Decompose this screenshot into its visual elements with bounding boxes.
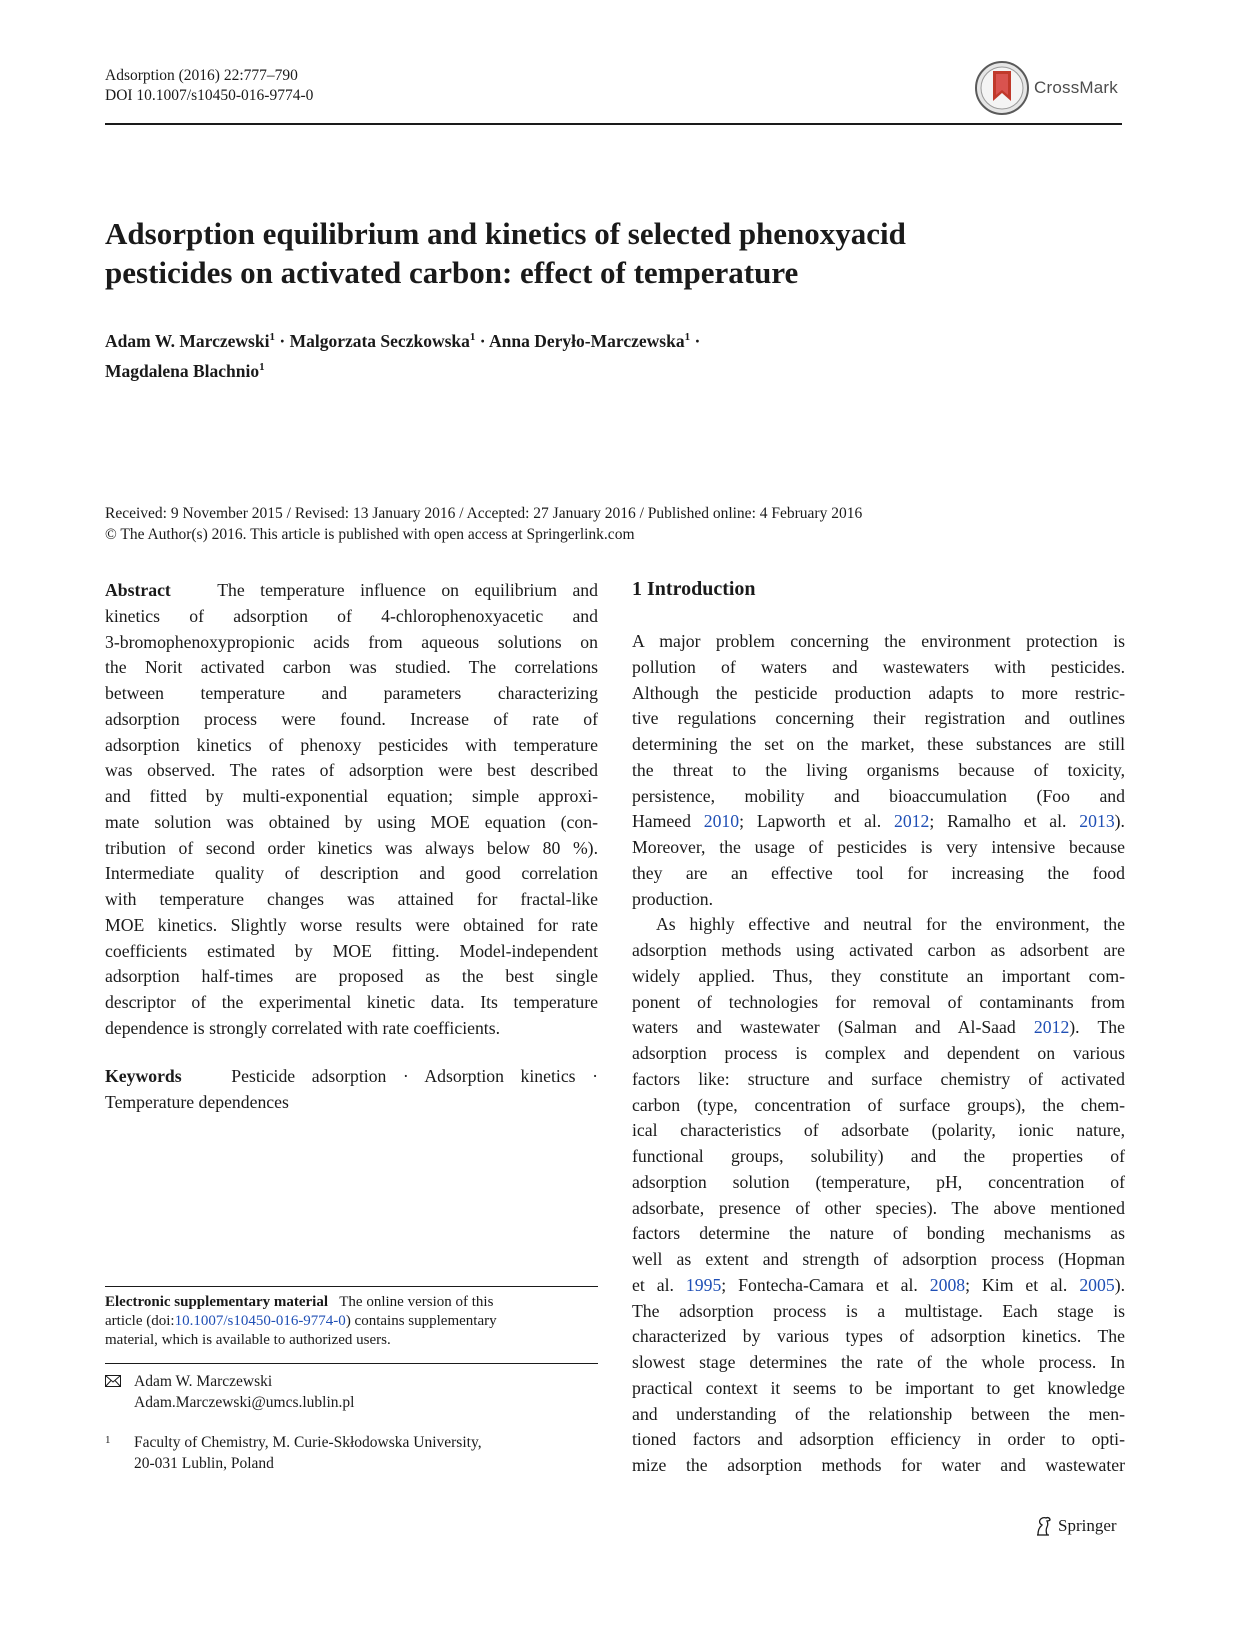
intro-line: mize the adsorption methods for water and wastewater — [632, 1455, 1125, 1475]
abstract-line: adsorption half-times are proposed as the best single — [105, 966, 598, 987]
affiliation — [105, 1433, 598, 1474]
intro-line: well as extent and strength of adsorption process (Hopman — [632, 1249, 1125, 1269]
title-line-1: Adsorption equilibrium and kinetics of selected phenoxyacid — [105, 216, 906, 251]
abstract-line: kinetics of adsorption of 4-chlorophenoxyacetic and — [105, 605, 598, 626]
journal-citation: Adsorption (2016) 22:777–790 — [105, 67, 298, 84]
intro-line: tioned factors and adsorption efficiency in order to opti- — [632, 1429, 1125, 1450]
citation-link[interactable]: 2012 — [893, 811, 930, 832]
envelope-icon — [105, 1373, 121, 1394]
abstract-label: Abstract — [105, 580, 171, 600]
author-name[interactable]: Magdalena Blachnio — [105, 360, 260, 381]
citation-link[interactable]: 2013 — [1079, 811, 1115, 832]
author-affil-mark: 1 — [259, 360, 265, 373]
intro-line: carbon (type, concentration of surface groups), the chem- — [632, 1094, 1125, 1115]
intro-line: adsorbate, presence of other species). The above mentioned — [632, 1197, 1125, 1218]
intro-line: et al. 1995; Fontecha-Camara et al. 2008; Kim et al. 2005). — [632, 1274, 1126, 1295]
intro-line: characterized by various types of adsorption kinetics. The — [632, 1326, 1125, 1347]
author-separator: · — [694, 330, 701, 351]
intro-line: pollution of waters and wastewaters with pesticides. — [632, 656, 1125, 677]
abstract-line — [105, 578, 598, 604]
author-affil-mark: 1 — [269, 331, 275, 343]
intro-line: Hameed 2010; Lapworth et al. 2012; Ramalho et al. 2013). — [632, 811, 1125, 832]
affiliation-mark: 1 — [105, 1434, 111, 1446]
intro-line: As highly effective and neutral for the environment, the — [656, 914, 1125, 935]
keywords-line-1: Pesticide adsorption · Adsorption kinetics · — [231, 1066, 598, 1086]
keywords-label: Keywords — [105, 1066, 182, 1086]
paper-title — [105, 214, 1115, 292]
crossmark-label: CrossMark — [1034, 78, 1118, 97]
intro-line: adsorption process is complex and dependent on various — [632, 1043, 1125, 1063]
crossmark-badge[interactable] — [974, 60, 1124, 118]
intro-line: adsorption solution (temperature, pH, concentration of — [632, 1171, 1125, 1192]
abstract-line: MOE kinetics. Slightly worse results were obtained for rate — [105, 914, 598, 935]
intro-line: Moreover, the usage of pesticides is very intensive because — [632, 837, 1125, 857]
introduction-body — [632, 629, 1125, 1479]
publisher-name: Springer — [1058, 1516, 1117, 1535]
author-name[interactable]: Anna Deryło-Marczewska — [489, 330, 685, 351]
abstract — [105, 578, 598, 1042]
crossmark-icon — [974, 60, 1030, 116]
esm-label: Electronic supplementary material — [105, 1294, 329, 1310]
abstract-text: The temperature influence on equilibrium and — [217, 580, 598, 600]
article-history — [105, 503, 862, 545]
abstract-line: was observed. The rates of adsorption were best described — [105, 760, 598, 781]
abstract-line: adsorption process were found. Increase of rate of — [105, 708, 598, 729]
esm-text-1: The online version of this — [339, 1294, 494, 1310]
supplementary-note — [105, 1293, 598, 1350]
abstract-line: dependence is strongly correlated with rate coefficients. — [105, 1017, 501, 1038]
title-line-2: pesticides on activated carbon: effect of temperature — [105, 255, 799, 290]
intro-line: persistence, mobility and bioaccumulation (Foo and — [632, 785, 1125, 806]
intro-line: The adsorption process is a multistage. Each stage is — [632, 1300, 1125, 1321]
intro-line: A major problem concerning the environment protection is — [632, 631, 1125, 651]
correspondence — [105, 1372, 598, 1413]
esm-doi-link[interactable]: 10.1007/s10450-016-9774-0 — [174, 1313, 346, 1329]
citation-link[interactable]: 2005 — [1079, 1274, 1115, 1295]
publisher-logo — [1034, 1515, 1117, 1537]
intro-line: practical context it seems to be important to get knowledge — [632, 1377, 1125, 1398]
intro-line: factors determine the nature of bonding mechanisms as — [632, 1223, 1125, 1244]
citation-link[interactable]: 2010 — [703, 811, 740, 832]
author-separator: · — [279, 330, 286, 351]
springer-horse-icon — [1034, 1515, 1054, 1537]
journal-reference — [105, 66, 313, 106]
keywords — [105, 1064, 598, 1116]
abstract-line: between temperature and parameters characterizing — [105, 683, 598, 703]
abstract-line: descriptor of the experimental kinetic data. Its temperature — [105, 992, 598, 1012]
author-affil-mark: 1 — [469, 331, 476, 343]
corresponding-email[interactable]: Adam.Marczewski@umcs.lublin.pl — [134, 1393, 355, 1411]
intro-line: the threat to the living organisms because of toxicity, — [632, 759, 1125, 780]
author-name[interactable]: Adam W. Marczewski — [105, 330, 270, 351]
keywords-line-2: Temperature dependences — [105, 1091, 289, 1112]
intro-line: and understanding of the relationship between the men- — [632, 1403, 1125, 1424]
header-rule — [105, 123, 1122, 125]
intro-line: ical characteristics of adsorbate (polarity, ionic nature, — [632, 1120, 1125, 1141]
intro-line: ponent of technologies for removal of contaminants from — [632, 991, 1125, 1012]
abstract-line: the Norit activated carbon was studied. The correlations — [105, 657, 598, 678]
intro-line: they are an effective tool for increasing the food — [632, 862, 1125, 883]
abstract-line: tribution of second order kinetics was always below 80 %). — [105, 837, 598, 858]
intro-line: widely applied. Thus, they constitute an important com- — [632, 965, 1125, 986]
citation-link[interactable]: 2012 — [1033, 1017, 1070, 1038]
intro-line: determining the set on the market, these substances are still — [632, 734, 1125, 754]
copyright-notice: © The Author(s) 2016. This article is published with open access at Springerlink.com — [105, 526, 635, 543]
citation-link[interactable]: 1995 — [685, 1274, 722, 1295]
doi: DOI 10.1007/s10450-016-9774-0 — [105, 87, 314, 104]
esm-text-2-post: ) contains supplementary — [345, 1313, 497, 1329]
intro-line: slowest stage determines the rate of the whole process. In — [632, 1352, 1125, 1372]
citation-link[interactable]: 2008 — [929, 1274, 966, 1295]
esm-text-2-pre: article (doi: — [105, 1313, 175, 1329]
intro-line: adsorption methods using activated carbon as adsorbent are — [632, 940, 1125, 960]
intro-line: production. — [632, 888, 714, 909]
abstract-line: Intermediate quality of description and good correlation — [105, 863, 598, 884]
affiliation-line-2: 20-031 Lublin, Poland — [134, 1454, 274, 1472]
abstract-line: mate solution was obtained by using MOE equation (con- — [105, 811, 598, 832]
affiliation-line-1: Faculty of Chemistry, M. Curie-Skłodowska University, — [134, 1434, 482, 1451]
author-list — [105, 324, 1115, 384]
abstract-line: 3-bromophenoxypropionic acids from aqueous solutions on — [105, 631, 598, 652]
author-separator: · — [479, 330, 486, 351]
author-name[interactable]: Malgorzata Seczkowska — [289, 330, 470, 351]
intro-line: Although the pesticide production adapts to more restric- — [632, 682, 1125, 703]
esm-text-3: material, which is available to authorized users. — [105, 1332, 391, 1348]
footnote-rule — [105, 1363, 598, 1364]
author-affil-mark: 1 — [684, 331, 691, 343]
footnote-rule — [105, 1286, 598, 1287]
intro-line: factors like: structure and surface chemistry of activated — [632, 1068, 1125, 1089]
abstract-line: adsorption kinetics of phenoxy pesticides with temperature — [105, 734, 598, 755]
intro-line: waters and wastewater (Salman and Al-Saad 2012). The — [632, 1017, 1125, 1038]
intro-line: tive regulations concerning their registration and outlines — [632, 708, 1125, 729]
section-heading: 1 Introduction — [632, 578, 756, 600]
abstract-line: coefficients estimated by MOE fitting. Model-independent — [105, 940, 598, 961]
intro-line: functional groups, solubility) and the properties of — [632, 1146, 1125, 1166]
abstract-line: with temperature changes was attained for fractal-like — [105, 889, 598, 909]
history-dates: Received: 9 November 2015 / Revised: 13 January 2016 / Accepted: 27 January 2016 / Published online: 4 February 2016 — [105, 505, 863, 522]
corresponding-author: Adam W. Marczewski — [134, 1373, 273, 1390]
abstract-line: and fitted by multi-exponential equation; simple approxi- — [105, 786, 598, 806]
